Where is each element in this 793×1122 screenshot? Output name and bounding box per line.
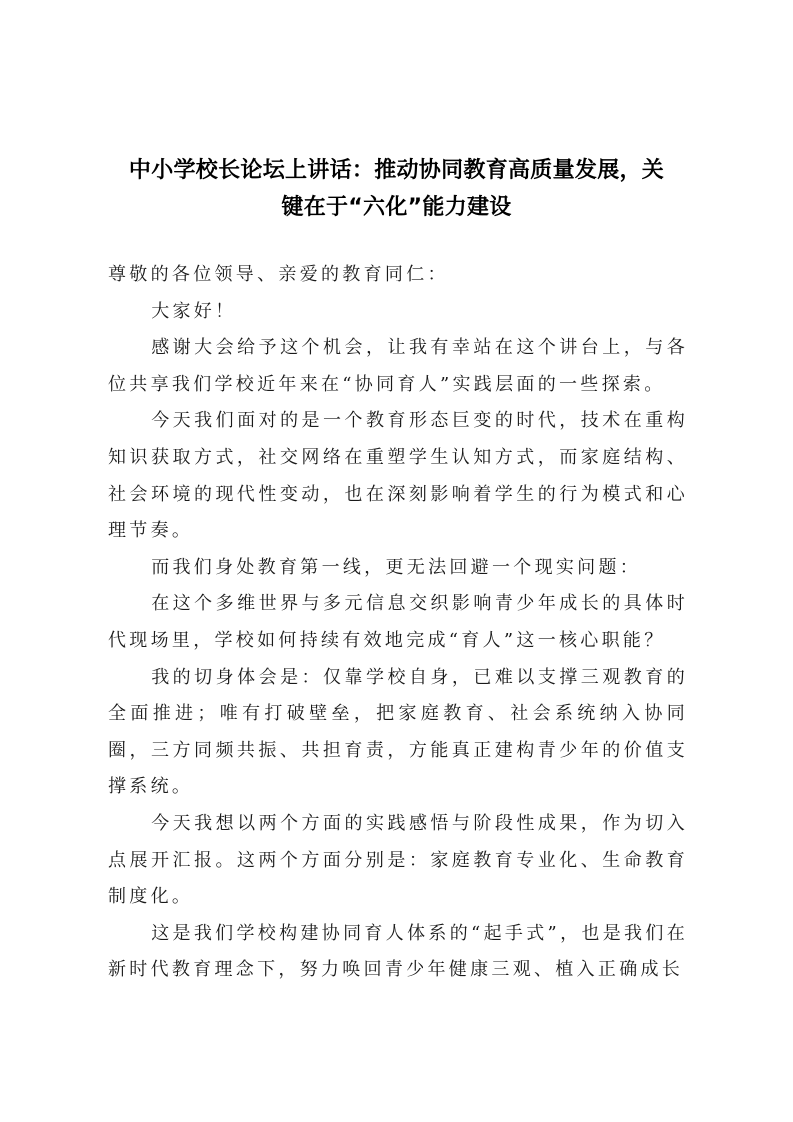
title-line-2: 键在于“六化”能力建设 bbox=[281, 195, 512, 220]
paragraph: 今天我们面对的是一个教育形态巨变的时代，技术在重构知识获取方式，社交网络在重塑学生认知方式，而家庭结构、社会环境的现代性变动，也在深刻影响着学生的行为模式和心理节奏。 bbox=[108, 410, 688, 542]
paragraph: 在这个多维世界与多元信息交织影响青少年成长的具体时代现场里，学校如何持续有效地完成“育人”这一核心职能？ bbox=[108, 593, 688, 651]
title-line-1: 中小学校长论坛上讲话：推动协同教育高质量发展，关 bbox=[128, 158, 665, 183]
document-body bbox=[108, 257, 688, 989]
salutation: 尊敬的各位领导、亲爱的教育同仁： bbox=[108, 264, 449, 285]
paragraph: 我的切身体会是：仅靠学校自身，已难以支撑三观教育的全面推进；唯有打破壁垒，把家庭教育、社会系统纳入协同圈，三方同频共振、共担育责，方能真正建构青少年的价值支撑系统。 bbox=[108, 666, 688, 798]
paragraph: 感谢大会给予这个机会，让我有幸站在这个讲台上，与各位共享我们学校近年来在“协同育人”实践层面的一些探索。 bbox=[108, 337, 688, 395]
paragraph: 这是我们学校构建协同育人体系的“起手式”，也是我们在新时代教育理念下，努力唤回青少年健康三观、植入正确成长 bbox=[108, 922, 688, 981]
paragraph: 今天我想以两个方面的实践感悟与阶段性成果，作为切入点展开汇报。这两个方面分别是：家庭教育专业化、生命教育制度化。 bbox=[108, 812, 688, 908]
paragraph: 而我们身处教育第一线，更无法回避一个现实问题： bbox=[151, 556, 642, 578]
document-title bbox=[100, 152, 693, 226]
paragraph-greeting: 大家好！ bbox=[151, 300, 237, 322]
